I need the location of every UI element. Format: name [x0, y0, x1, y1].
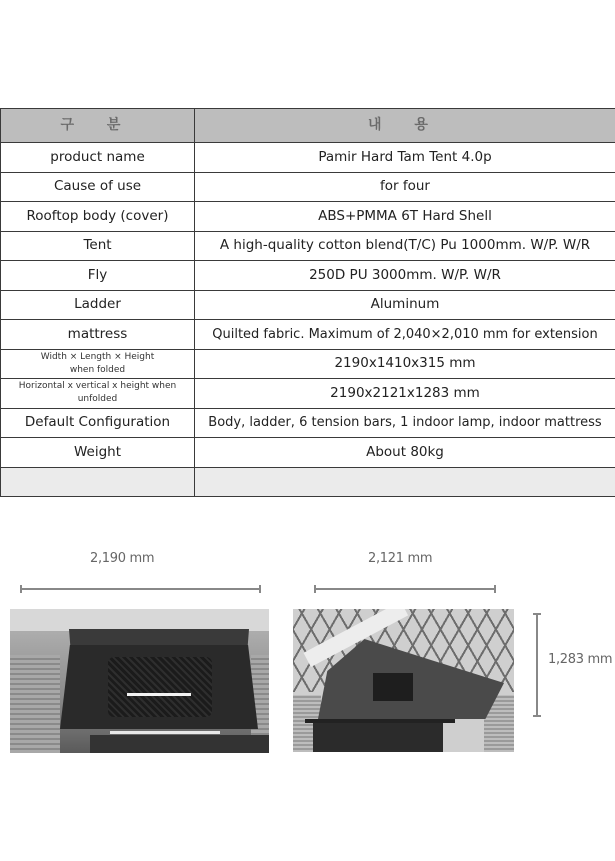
- table-row-blank: [1, 467, 615, 497]
- side-length-dimension-line: [314, 588, 496, 590]
- row-label: [1, 379, 195, 409]
- table-row: [1, 320, 615, 350]
- table-row: [1, 202, 615, 232]
- front-width-dimension-line: [20, 588, 261, 590]
- front-view-photo: [10, 609, 269, 753]
- side-length-label: 2,121 mm: [368, 551, 433, 566]
- table-row: [1, 172, 615, 202]
- row-label: Cause of use: [1, 172, 195, 202]
- row-label: Rooftop body (cover): [1, 202, 195, 232]
- spec-table: [0, 108, 615, 497]
- table-row: [1, 379, 615, 409]
- table-row: [1, 261, 615, 291]
- table-row: [1, 438, 615, 468]
- row-value: 2190x2121x1283 mm: [195, 379, 615, 409]
- table-header-row: [1, 109, 615, 143]
- row-label: Weight: [1, 438, 195, 468]
- table-row: [1, 408, 615, 438]
- row-label-line1: Horizontal x vertical x height when: [18, 381, 177, 392]
- row-value: for four: [195, 172, 615, 202]
- height-label: 1,283 mm: [548, 652, 613, 667]
- row-value: ABS+PMMA 6T Hard Shell: [195, 202, 615, 232]
- table-row: [1, 349, 615, 379]
- row-label: [1, 349, 195, 379]
- row-value: Pamir Hard Tam Tent 4.0p: [195, 143, 615, 173]
- row-label: [1, 467, 195, 497]
- row-label: Ladder: [1, 290, 195, 320]
- table-row: [1, 143, 615, 173]
- row-label: product name: [1, 143, 195, 173]
- row-label: Tent: [1, 231, 195, 261]
- table-row: [1, 231, 615, 261]
- row-label-line2: when folded: [69, 364, 126, 375]
- row-value: Quilted fabric. Maximum of 2,040×2,010 mm for extension: [195, 320, 615, 350]
- row-label-line1: Width × Length × Height: [40, 351, 155, 362]
- row-value: [195, 467, 615, 497]
- header-content: 내 용: [195, 109, 615, 143]
- row-label-line2: unfolded: [77, 394, 118, 405]
- header-category: 구 분: [1, 109, 195, 143]
- row-label: Fly: [1, 261, 195, 291]
- row-label: Default Configuration: [1, 408, 195, 438]
- row-value: 250D PU 3000mm. W/P. W/R: [195, 261, 615, 291]
- row-value: 2190x1410x315 mm: [195, 349, 615, 379]
- row-label: mattress: [1, 320, 195, 350]
- height-dimension-line: [536, 613, 538, 717]
- row-value: Body, ladder, 6 tension bars, 1 indoor lamp, indoor mattress: [195, 408, 615, 438]
- table-row: [1, 290, 615, 320]
- row-value: A high-quality cotton blend(T/C) Pu 1000mm. W/P. W/R: [195, 231, 615, 261]
- row-value: About 80kg: [195, 438, 615, 468]
- side-view-photo: [293, 609, 514, 752]
- front-width-label: 2,190 mm: [90, 551, 155, 566]
- row-value: Aluminum: [195, 290, 615, 320]
